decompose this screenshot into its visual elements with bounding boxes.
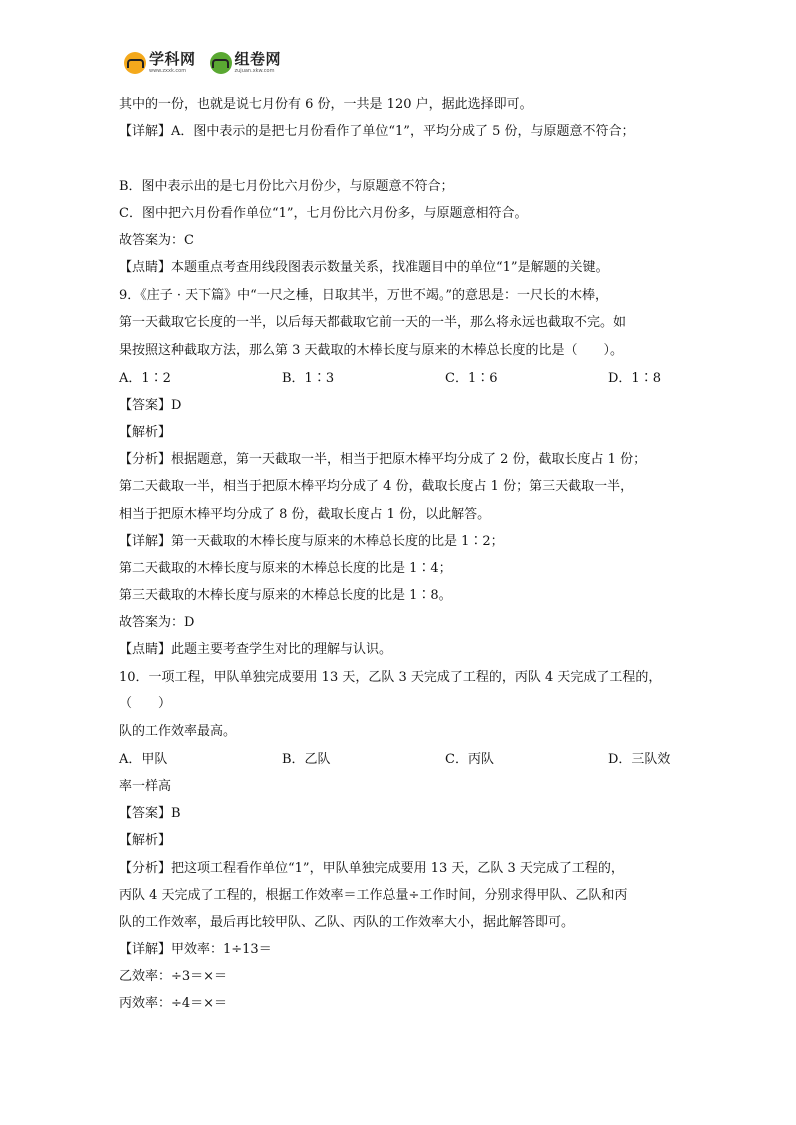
text-line: 率一样高 bbox=[119, 779, 172, 794]
text-line: 果按照这种截取方法，那么第 3 天截取的木棒长度与原来的木棒总长度的比是（ ）。 bbox=[119, 343, 624, 358]
text-line: 【详解】甲效率：1÷13＝ bbox=[119, 942, 272, 957]
logo-url: www.zxxk.com bbox=[149, 68, 187, 74]
text-line: 队的工作效率，最后再比较甲队、乙队、丙队的工作效率大小，据此解答即可。 bbox=[119, 915, 575, 930]
analysis-label: 【解析】 bbox=[119, 425, 172, 440]
text-line: 【分析】把这项工程看作单位“1”，甲队单独完成要用 13 天，乙队 3 天完成了工程的， bbox=[119, 861, 624, 876]
option-d: D．1∶8 bbox=[608, 371, 661, 386]
owl-icon bbox=[124, 52, 146, 74]
text-line: 第三天截取的木棒长度与原来的木棒总长度的比是 1∶8。 bbox=[119, 588, 452, 603]
text-line: 丙队 4 天完成了工程的，根据工作效率＝工作总量÷工作时间，分别求得甲队、乙队和丙 bbox=[119, 888, 628, 903]
text-line: 队的工作效率最高。 bbox=[119, 724, 237, 739]
text-line: 【点睛】本题重点考查用线段图表示数量关系，找准题目中的单位“1”是解题的关键。 bbox=[119, 260, 609, 275]
text-line: 故答案为：C bbox=[119, 233, 194, 248]
analysis-label: 【解析】 bbox=[119, 833, 172, 848]
option-a: A．1∶2 bbox=[119, 371, 171, 386]
zxxk-logo bbox=[124, 52, 196, 74]
owl-icon bbox=[210, 52, 232, 74]
option-c: C．丙队 bbox=[445, 752, 494, 767]
answer-label: 【答案】B bbox=[119, 806, 181, 821]
question-9: 9．《庄子 · 天下篇》中“一尺之棰，日取其半，万世不竭。”的意思是：一尺长的木棒， bbox=[119, 288, 608, 303]
option-c: C．1∶6 bbox=[445, 371, 498, 386]
text-line: 【详解】第一天截取的木棒长度与原来的木棒总长度的比是 1∶2； bbox=[119, 534, 504, 549]
logo-url: zujuan.xkw.com bbox=[234, 68, 275, 74]
text-line: 其中的一份，也就是说七月份有 6 份，一共是 120 户，据此选择即可。 bbox=[119, 97, 533, 112]
text-line: 第二天截取一半，相当于把原木棒平均分成了 4 份，截取长度占 1 份；第三天截取一半， bbox=[119, 479, 634, 494]
text-line: 乙效率：÷3＝×＝ bbox=[119, 969, 228, 984]
text-line: 相当于把原木棒平均分成了 8 份，截取长度占 1 份，以此解答。 bbox=[119, 507, 491, 522]
page-header bbox=[124, 49, 295, 77]
answer-blank: （ ） bbox=[119, 696, 172, 711]
text-line: 故答案为：D bbox=[119, 615, 195, 630]
option-d: D．三队效 bbox=[608, 752, 671, 767]
option-a: A．甲队 bbox=[119, 752, 168, 767]
zujuan-logo bbox=[210, 52, 282, 74]
text-line: 丙效率：÷4＝×＝ bbox=[119, 996, 228, 1011]
text-line: 第一天截取它长度的一半，以后每天都截取它前一天的一半，那么将永远也截取不完。如 bbox=[119, 315, 627, 330]
q10-options bbox=[119, 751, 679, 769]
text-line: 【分析】根据题意，第一天截取一半，相当于把原木棒平均分成了 2 份，截取长度占 1 份； bbox=[119, 452, 647, 467]
text-line: 第二天截取的木棒长度与原来的木棒总长度的比是 1∶4； bbox=[119, 561, 452, 576]
option-b: B．乙队 bbox=[282, 752, 331, 767]
text-line: B．图中表示出的是七月份比六月份少，与原题意不符合； bbox=[119, 179, 454, 194]
option-b: B．1∶3 bbox=[282, 371, 335, 386]
answer-label: 【答案】D bbox=[119, 398, 182, 413]
logo-name: 组卷网 bbox=[234, 50, 282, 68]
question-10: 10．一项工程，甲队单独完成要用 13 天，乙队 3 天完成了工程的，丙队 4 天完成了工程的， bbox=[119, 670, 662, 685]
text-line: 【点睛】此题主要考查学生对比的理解与认识。 bbox=[119, 642, 393, 657]
q9-options bbox=[119, 370, 679, 388]
logo-name: 学科网 bbox=[149, 50, 196, 68]
text-line: C．图中把六月份看作单位“1”，七月份比六月份多，与原题意相符合。 bbox=[119, 206, 528, 221]
text-line: 【详解】A．图中表示的是把七月份看作了单位“1”，平均分成了 5 份，与原题意不符合； bbox=[119, 124, 635, 139]
